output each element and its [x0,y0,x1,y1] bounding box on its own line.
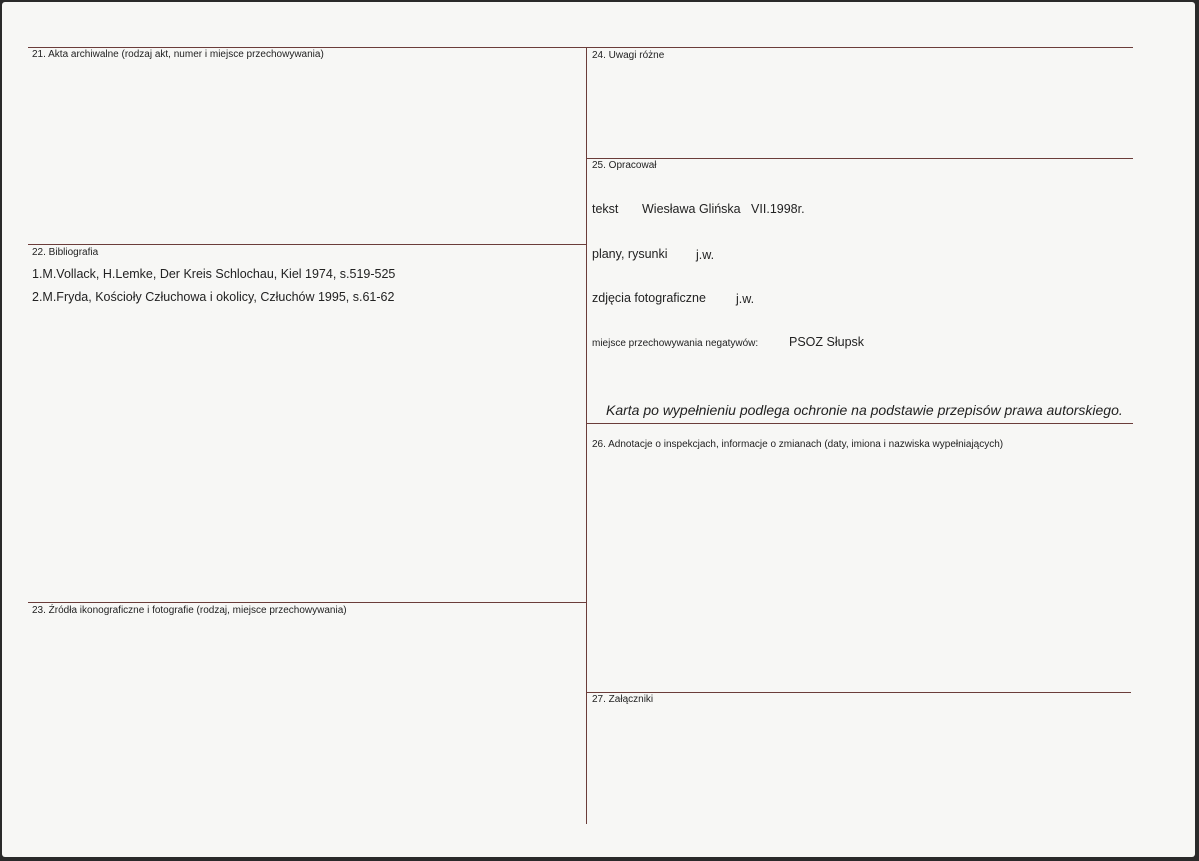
bibliography-entry-2: 2.M.Fryda, Kościoły Człuchowa i okolicy, Człuchów 1995, s.61-62 [32,290,395,304]
rule-26 [586,423,1133,424]
negatywy-value: PSOZ Słupsk [789,335,865,349]
top-rule [28,47,1133,48]
section-23-label: 23. Źródła ikonograficzne i fotografie (rodzaj, miejsce przechowywania) [32,605,347,616]
tekst-label: tekst [592,202,619,216]
zdjecia-value: j.w. [736,292,755,306]
plany-value: j.w. [696,248,715,262]
rule-27 [586,692,1131,693]
record-card [2,2,1195,857]
rule-23 [28,602,586,603]
rule-22 [28,244,586,245]
section-24-label: 24. Uwagi różne [592,50,665,61]
center-divider [586,47,587,824]
section-27-label: 27. Załączniki [592,694,654,705]
section-26-label: 26. Adnotacje o inspekcjach, informacje o zmianach (daty, imiona i nazwiska wypełniających) [592,439,1004,450]
section-22-label: 22. Bibliografia [32,247,99,258]
plany-label: plany, rysunki [592,247,668,261]
rule-25 [586,158,1133,159]
section-21-label: 21. Akta archiwalne (rodzaj akt, numer i miejsce przechowywania) [32,49,324,60]
section-25-label: 25. Opracował [592,160,657,171]
tekst-value: Wiesława Glińska VII.1998r. [642,202,805,216]
negatywy-label: miejsce przechowywania negatywów: [592,338,759,349]
zdjecia-label: zdjęcia fotograficzne [592,291,706,305]
bibliography-entry-1: 1.M.Vollack, H.Lemke, Der Kreis Schlochau, Kiel 1974, s.519-525 [32,267,396,281]
copyright-note: Karta po wypełnieniu podlega ochronie na podstawie przepisów prawa autorskiego. [606,402,1123,418]
